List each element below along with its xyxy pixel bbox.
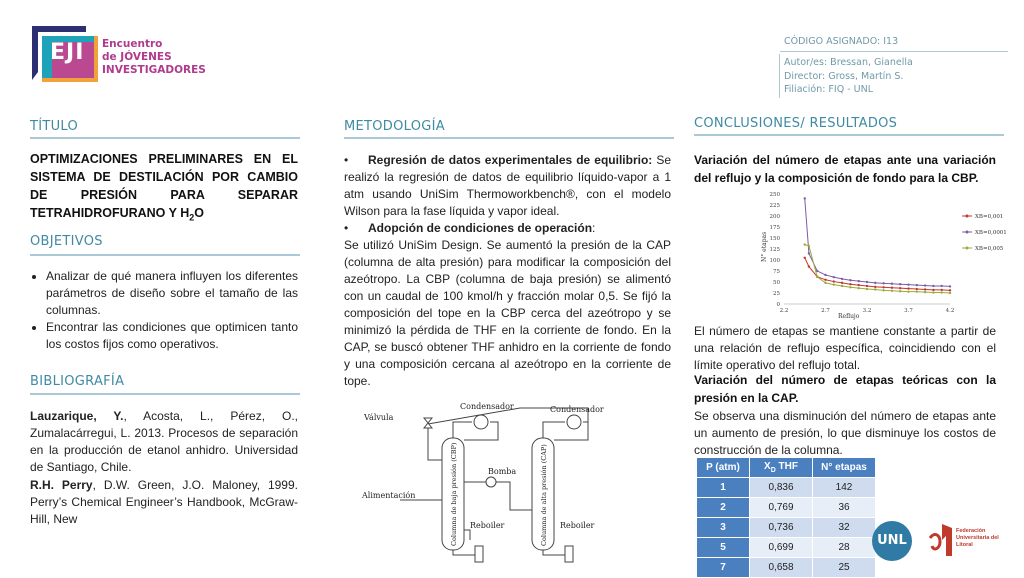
- chart-point: [824, 274, 826, 276]
- authors-text: Autor/es: Bressan, Gianella: [784, 57, 913, 68]
- etapas-reflujo-chart: [758, 190, 1008, 320]
- chart-y-tick: 250: [769, 192, 780, 198]
- chart-point: [882, 286, 884, 288]
- metodologia-bullet-2: • Adopción de condiciones de operación:: [344, 221, 596, 235]
- event-logo: [28, 22, 206, 84]
- chart-point: [899, 290, 901, 292]
- cell-etapas: 25: [813, 558, 876, 578]
- chart-point: [849, 283, 851, 285]
- chart-point: [824, 282, 826, 284]
- condenser-1-icon: [474, 415, 488, 429]
- chart-point: [866, 285, 868, 287]
- cell-pressure: 2: [697, 498, 750, 518]
- conclusiones-heading: CONCLUSIONES/ RESULTADOS: [694, 116, 898, 131]
- director-text: Director: Gross, Martín S.: [784, 70, 904, 82]
- bibliografia-rule: [30, 393, 300, 395]
- chart-point: [907, 283, 909, 285]
- objetivos-list: [30, 268, 298, 353]
- logo-text: [102, 38, 206, 77]
- chart-legend-marker: [966, 215, 969, 218]
- cell-xd-thf: 0,769: [750, 498, 813, 518]
- chart-legend-marker: [966, 231, 969, 234]
- table-row: [697, 518, 876, 538]
- chart-point: [816, 276, 818, 278]
- results-subtitle-1: Variación del número de etapas ante una variación del reflujo y la composición de fondo para la CBP.: [694, 153, 996, 185]
- titulo-heading: TÍTULO: [30, 119, 79, 134]
- cell-etapas: 28: [813, 538, 876, 558]
- logo-line-1: Encuentro: [102, 38, 163, 50]
- process-diagram: [360, 400, 610, 568]
- results-text-1: El número de etapas se mantiene constante a partir de una relación de reflujo específica, coincidiendo con el límite operativo del reflujo total.: [694, 324, 996, 372]
- chart-point: [866, 288, 868, 290]
- chart-point: [858, 284, 860, 286]
- chart-point: [907, 287, 909, 289]
- chart-legend-label: XB=0,0001: [975, 230, 1007, 236]
- code-rule: [780, 51, 1008, 52]
- chart-point: [804, 243, 806, 245]
- federacion-logo-text: Federación Universitaria del Litoral: [956, 528, 999, 548]
- cell-pressure: 1: [697, 478, 750, 498]
- eji-logo-letters: EJI: [50, 40, 85, 65]
- unl-logo-text: UNL: [877, 533, 907, 548]
- cell-xd-thf: 0,658: [750, 558, 813, 578]
- pressure-table-wrap: [696, 457, 876, 578]
- table-header-etapas: N° etapas: [813, 458, 876, 478]
- biblio-1-author: Lauzarique, Y.: [30, 409, 124, 423]
- table-row: [697, 538, 876, 558]
- chart-point: [907, 290, 909, 292]
- unl-logo: [872, 521, 912, 561]
- chart-y-tick: 50: [773, 280, 780, 286]
- bibliografia-heading: BIBLIOGRAFÍA: [30, 374, 125, 389]
- chart-point: [866, 281, 868, 283]
- reboiler-2-icon: [565, 546, 573, 562]
- chart-point: [941, 291, 943, 293]
- chart-point: [924, 284, 926, 286]
- titulo-rule: [30, 137, 300, 139]
- cell-xd-thf: 0,736: [750, 518, 813, 538]
- chart-point: [833, 280, 835, 282]
- chart-point: [874, 282, 876, 284]
- chart-point: [824, 279, 826, 281]
- bullet-2-colon: :: [592, 221, 596, 235]
- cell-xd-thf: 0,699: [750, 538, 813, 558]
- chart-legend-label: XB=0,005: [975, 246, 1004, 252]
- objetivo-item: • Encontrar las condiciones que optimicen tanto los costos fijos como operativos.: [46, 319, 298, 353]
- poster-title-end: O: [194, 206, 205, 220]
- chart-y-tick: 100: [769, 258, 780, 264]
- bullet-1-title: Regresión de datos experimentales de equilibrio:: [368, 153, 653, 167]
- chart-x-tick: 4.2: [945, 308, 955, 314]
- objetivos-rule: [30, 254, 300, 256]
- chart-y-tick: 225: [769, 203, 780, 209]
- chart-point: [941, 289, 943, 291]
- chart-point: [874, 286, 876, 288]
- chart-y-tick: 25: [773, 291, 780, 297]
- chart-point: [808, 252, 810, 254]
- cell-pressure: 5: [697, 538, 750, 558]
- chart-point: [924, 288, 926, 290]
- label-alimentacion: Alimentación: [362, 491, 416, 500]
- chart-x-tick: 2.7: [821, 308, 830, 314]
- chart-point: [932, 285, 934, 287]
- metodologia-heading: METODOLOGÍA: [344, 119, 445, 134]
- pump-icon: [486, 477, 496, 487]
- chart-point: [808, 265, 810, 267]
- results-text-2: Se observa una disminución del número de etapas ante un aumento de presión, lo que disminuye los costos de construcción de la columna.: [694, 409, 996, 457]
- metodologia-text: [344, 152, 671, 390]
- chart-point: [808, 245, 810, 247]
- chart-point: [916, 288, 918, 290]
- chart-y-tick: 125: [769, 247, 780, 253]
- poster-title-sub: 2: [189, 212, 195, 223]
- chart-point: [932, 289, 934, 291]
- chart-xlabel: Reflujo: [838, 313, 860, 320]
- poster-title: [30, 150, 298, 227]
- chart-point: [833, 276, 835, 278]
- metodologia-rule: [344, 137, 674, 139]
- chart-x-tick: 2.2: [779, 308, 789, 314]
- objetivos-heading: OBJETIVOS: [30, 234, 103, 249]
- table-row: [697, 478, 876, 498]
- label-reboiler-2: Reboiler: [560, 521, 595, 530]
- chart-point: [899, 287, 901, 289]
- chart-y-tick: 175: [769, 225, 780, 231]
- chart-point: [874, 288, 876, 290]
- label-col-cbp: Columna de baja presión (CBP): [450, 442, 458, 546]
- chart-point: [849, 279, 851, 281]
- affiliation-text: Filiación: FIQ - UNL: [784, 84, 873, 95]
- logo-line-3: INVESTIGADORES: [102, 64, 206, 76]
- bullet-2-text: Se utilizó UniSim Design. Se aumentó la presión de la CAP (columna de alta presión) para modificar la composición del azeótropo. La CBP (columna de baja presión) se alimentó con un caudal de 100 kmol/h y fracción molar 0,5. Se fijó la composición del tope en la CBP cerca del azeótropo y se minimizó la pérdida de THF en la corriente de fondo. En la CAP, se buscó obtener THF anhidro en la corriente de fondo y una composición cercana al azeótropo en la corriente de tope.: [344, 238, 671, 388]
- table-header-p: P (atm): [697, 458, 750, 478]
- chart-point: [949, 289, 951, 291]
- valve-icon: [424, 418, 432, 428]
- bibliografia-entry-1: [30, 408, 298, 476]
- chart-point: [804, 197, 806, 199]
- reboiler-1-icon: [475, 546, 483, 562]
- chart-point: [841, 282, 843, 284]
- condenser-2-icon: [567, 415, 581, 429]
- chart-point: [833, 283, 835, 285]
- chart-x-tick: 3.7: [904, 308, 913, 314]
- label-bomba: Bomba: [488, 467, 517, 476]
- chart-point: [899, 283, 901, 285]
- biblio-2-rest: , D.W. Green, J.O. Maloney, 1999. Perry’s Chemical Engineer’s Handbook, McGraw-Hill, New: [30, 478, 298, 526]
- label-condensador-1: Condensador: [460, 402, 514, 411]
- results-subtitle-2: Variación del número de etapas teóricas con la presión en la CAP.: [694, 373, 996, 405]
- cell-pressure: 7: [697, 558, 750, 578]
- chart-y-tick: 200: [769, 214, 780, 220]
- logo-line-2: de JÓVENES: [102, 51, 172, 63]
- federacion-logo-icon: [928, 522, 954, 558]
- table-row: [697, 498, 876, 518]
- chart-point: [849, 286, 851, 288]
- objetivo-item: • Analizar de qué manera influyen los diferentes parámetros de diseño sobre el tamaño de las columnas.: [46, 268, 298, 319]
- chart-point: [882, 289, 884, 291]
- cell-etapas: 32: [813, 518, 876, 538]
- cell-etapas: 142: [813, 478, 876, 498]
- bibliografia-entry-2: [30, 477, 298, 528]
- bullet-2-title: Adopción de condiciones de operación: [368, 221, 593, 235]
- author-info: [784, 56, 913, 97]
- chart-point: [932, 291, 934, 293]
- chart-point: [891, 290, 893, 292]
- biblio-2-author: R.H. Perry: [30, 478, 93, 492]
- metodologia-bullet-1: • Regresión de datos experimentales de equilibrio: Se realizó la regresión de datos de equilibrio líquido-vapor a 1 atm usando UniSim Thermoworkbench®, con el modelo Wilson para la fase líquida y vapor ideal.: [344, 153, 671, 218]
- biblio-1-rest: , Acosta, L., Pérez, O., Zumalacárregui, L. 2013. Procesos de separación en la producción de etanol anhidro. Universidad de Santiago, Chile.: [30, 409, 298, 474]
- assigned-code: CÓDIGO ASIGNADO: I13: [784, 36, 899, 47]
- chart-point: [858, 280, 860, 282]
- cell-xd-thf: 0,836: [750, 478, 813, 498]
- cell-etapas: 36: [813, 498, 876, 518]
- chart-legend-marker: [966, 247, 969, 250]
- chart-y-tick: 150: [769, 236, 780, 242]
- author-divider: [779, 54, 780, 98]
- chart-point: [949, 292, 951, 294]
- chart-point: [841, 278, 843, 280]
- chart-point: [841, 285, 843, 287]
- chart-point: [882, 282, 884, 284]
- label-condensador-2: Condensador: [550, 405, 604, 414]
- table-header-x: $X_D$ THF: [750, 458, 813, 478]
- label-valvula: Válvula: [364, 413, 394, 422]
- chart-ylabel: N° etapas: [761, 231, 768, 262]
- label-col-cap: Columna de alta presión (CAP): [540, 444, 548, 546]
- chart-point: [941, 285, 943, 287]
- chart-point: [858, 287, 860, 289]
- chart-point: [924, 291, 926, 293]
- chart-point: [891, 283, 893, 285]
- chart-point: [891, 287, 893, 289]
- chart-point: [916, 290, 918, 292]
- table-row: [697, 558, 876, 578]
- bullet-1-text: Se realizó la regresión de datos de equilibrio líquido-vapor a 1 atm usando UniSim Thermoworkbench®, con el modelo Wilson para la fase líquida y vapor ideal.: [344, 153, 671, 218]
- chart-x-tick: 3.2: [862, 308, 872, 314]
- chart-y-tick: 75: [773, 269, 780, 275]
- chart-point: [916, 284, 918, 286]
- conclusiones-rule: [694, 134, 1004, 136]
- poster-title-main: OPTIMIZACIONES PRELIMINARES EN EL SISTEMA DE DESTILACIÓN POR CAMBIO DE PRESIÓN PARA SEPARAR TETRAHIDROFURANO Y H: [30, 152, 298, 220]
- chart-point: [949, 285, 951, 287]
- chart-legend-label: XB=0,001: [975, 214, 1004, 220]
- chart-series-line: [805, 198, 950, 286]
- label-reboiler-1: Reboiler: [470, 521, 505, 530]
- pressure-table: [696, 457, 876, 578]
- chart-point: [804, 257, 806, 259]
- chart-y-tick: 0: [776, 302, 780, 308]
- cell-pressure: 3: [697, 518, 750, 538]
- federacion-logo: [928, 522, 1018, 560]
